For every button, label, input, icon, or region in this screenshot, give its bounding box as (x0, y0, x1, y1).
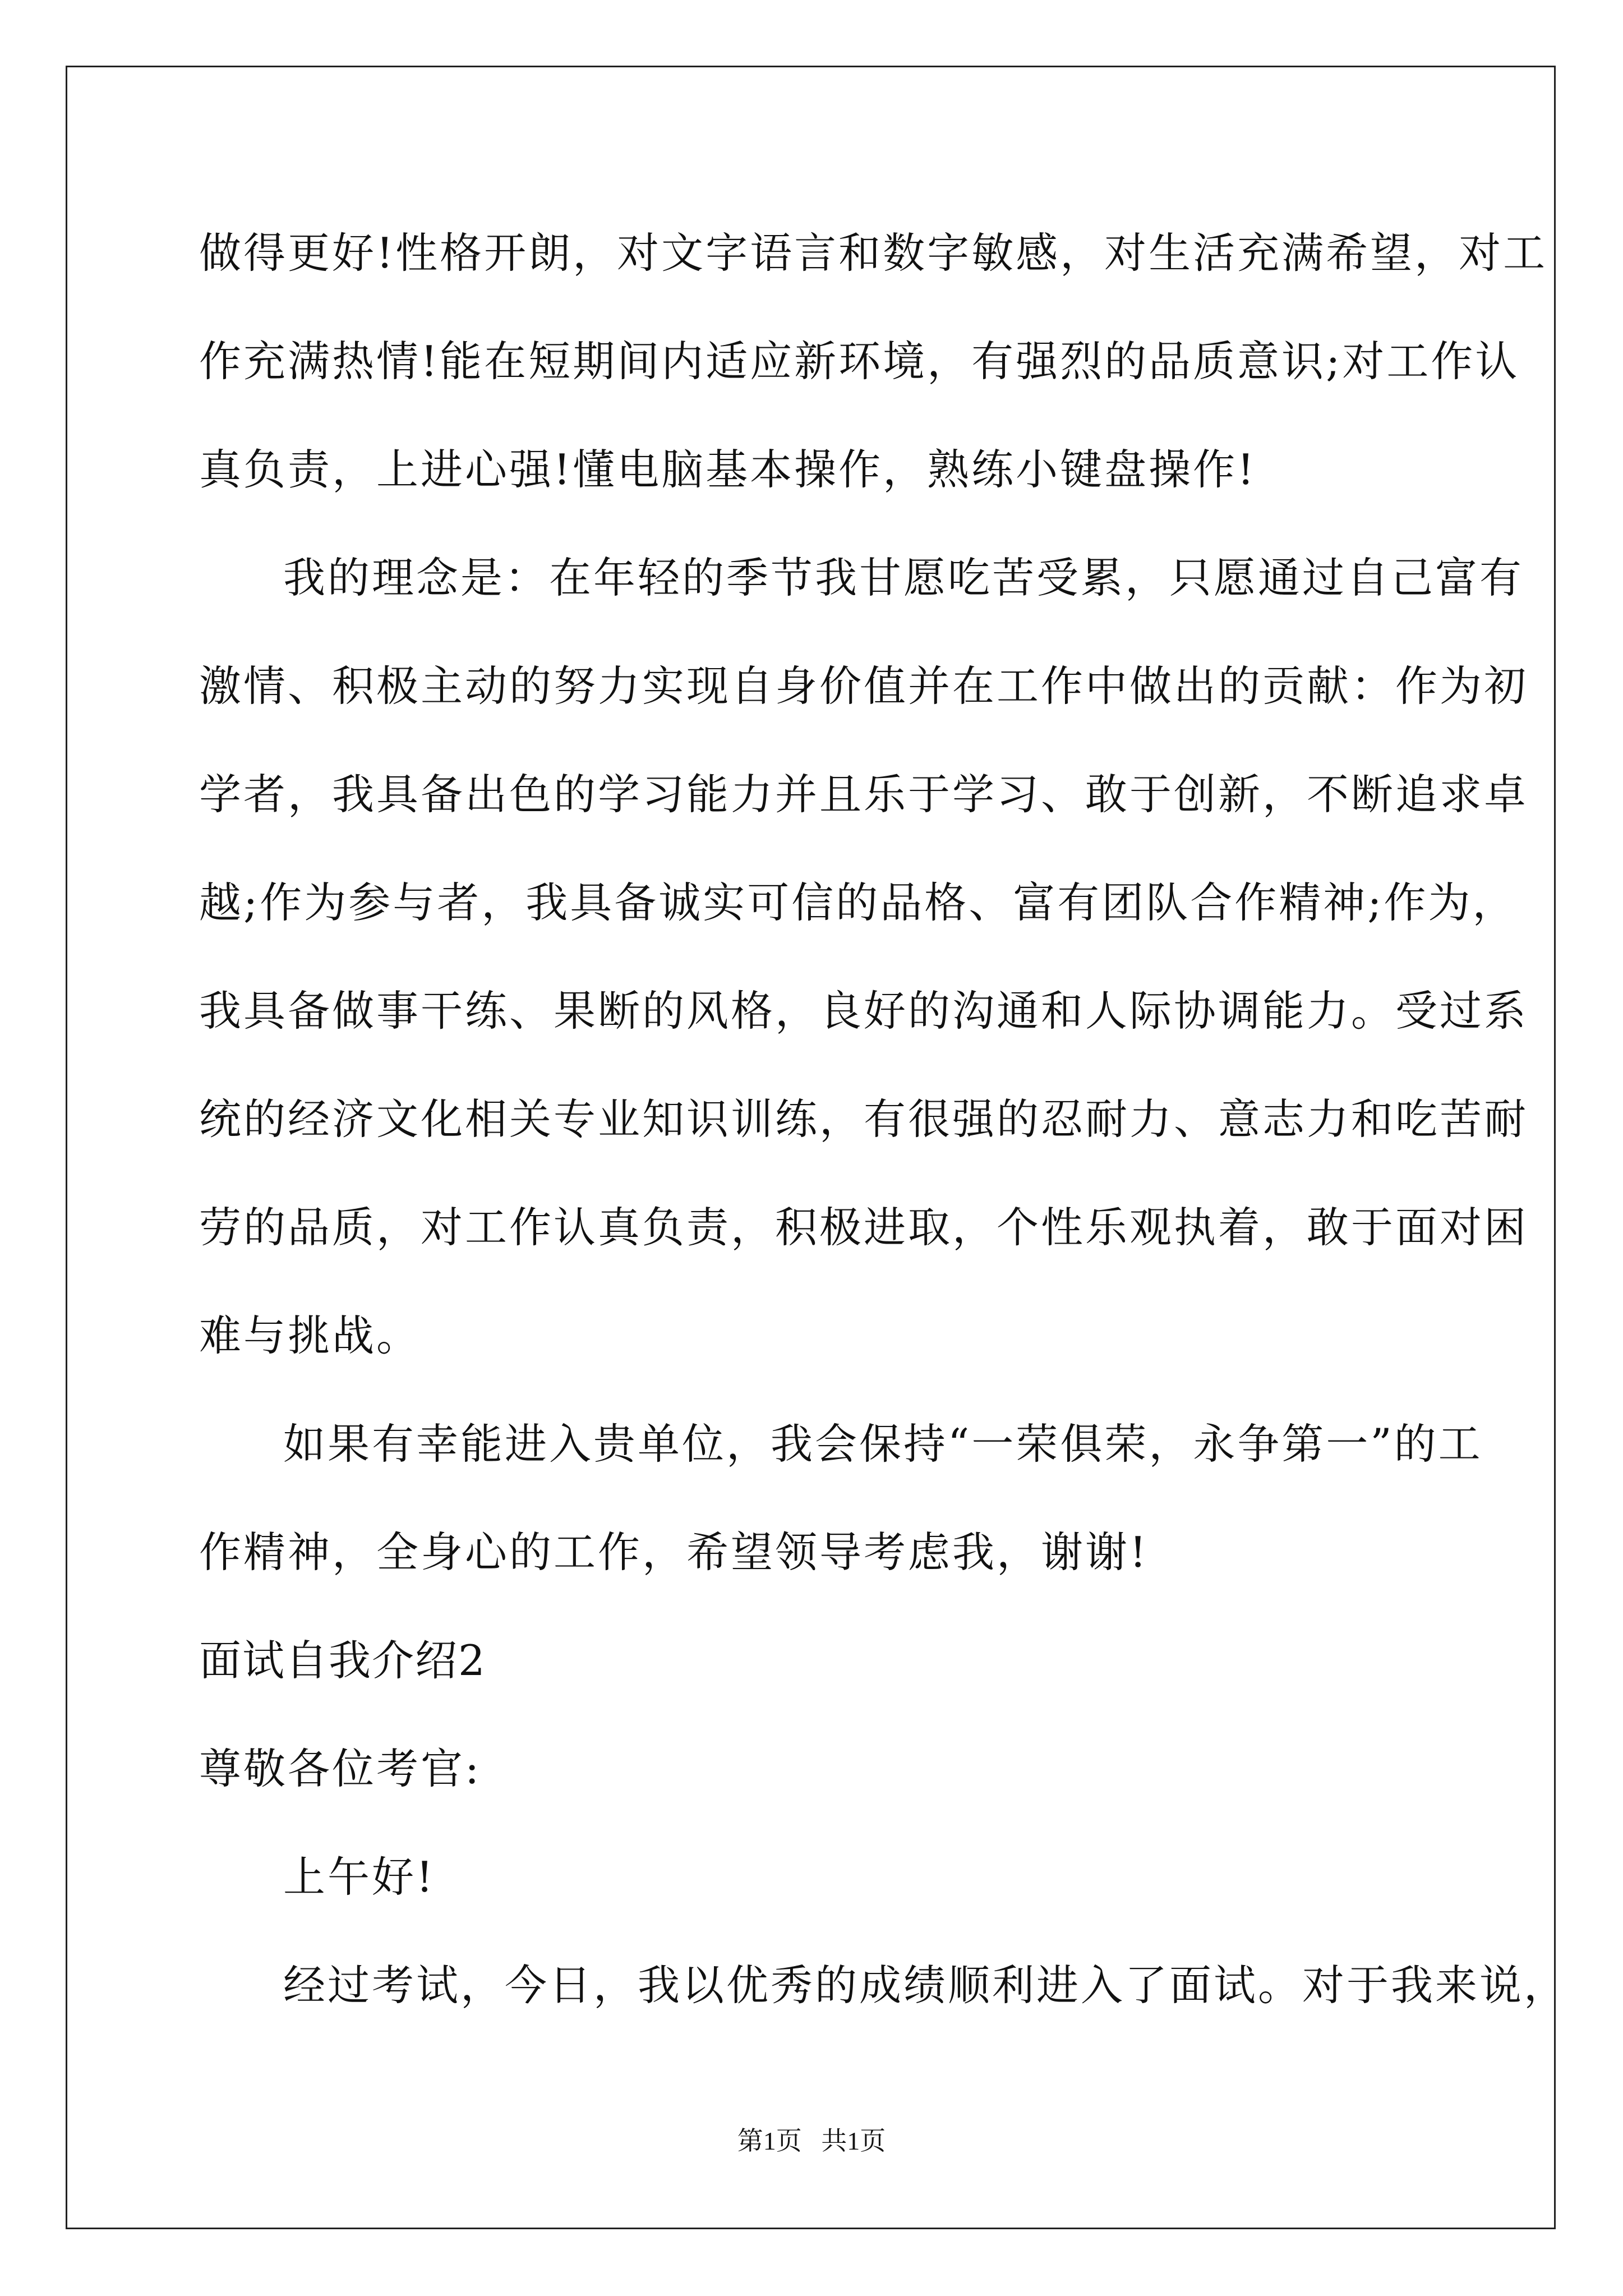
text-line: 越;作为参与者，我具备诚实可信的品格、富有团队合作精神;作为， (199, 878, 1517, 927)
salutation: 尊敬各位考官: (199, 1744, 482, 1793)
greeting: 上午好! (283, 1852, 436, 1902)
text-line: 做得更好!性格开朗，对文字语言和数字敏感，对生活充满希望，对工 (199, 228, 1548, 278)
text-line: 激情、积极主动的努力实现自身价值并在工作中做出的贡献：作为初 (199, 661, 1529, 711)
page-indicator: 第1页 共1页 (737, 2127, 886, 2155)
page-footer (0, 2120, 1623, 2157)
text-line: 难与挑战。 (199, 1311, 421, 1360)
section-heading: 面试自我介绍2 (199, 1636, 486, 1685)
text-line: 经过考试，今日，我以优秀的成绩顺利进入了面试。对于我来说， (283, 1961, 1569, 2010)
text-line: 学者，我具备出色的学习能力并且乐于学习、敢于创新，不断追求卓 (199, 770, 1529, 819)
text-line: 作充满热情!能在短期间内适应新环境，有强烈的品质意识;对工作认 (199, 337, 1520, 386)
text-line: 真负责，上进心强!懂电脑基本操作，熟练小键盘操作! (199, 445, 1257, 494)
text-line: 统的经济文化相关专业知识训练，有很强的忍耐力、意志力和吃苦耐 (199, 1094, 1529, 1144)
document-body (199, 199, 1569, 2040)
text-line: 如果有幸能进入贵单位，我会保持“一荣俱荣，永争第一”的工 (283, 1419, 1483, 1469)
text-line: 我的理念是：在年轻的季节我甘愿吃苦受累，只愿通过自己富有 (283, 553, 1524, 602)
text-line: 我具备做事干练、果断的风格，良好的沟通和人际协调能力。受过系 (199, 986, 1529, 1036)
text-line: 作精神，全身心的工作，希望领导考虑我，谢谢! (199, 1527, 1149, 1577)
text-line: 劳的品质，对工作认真负责，积极进取，个性乐观执着，敢于面对困 (199, 1203, 1529, 1252)
